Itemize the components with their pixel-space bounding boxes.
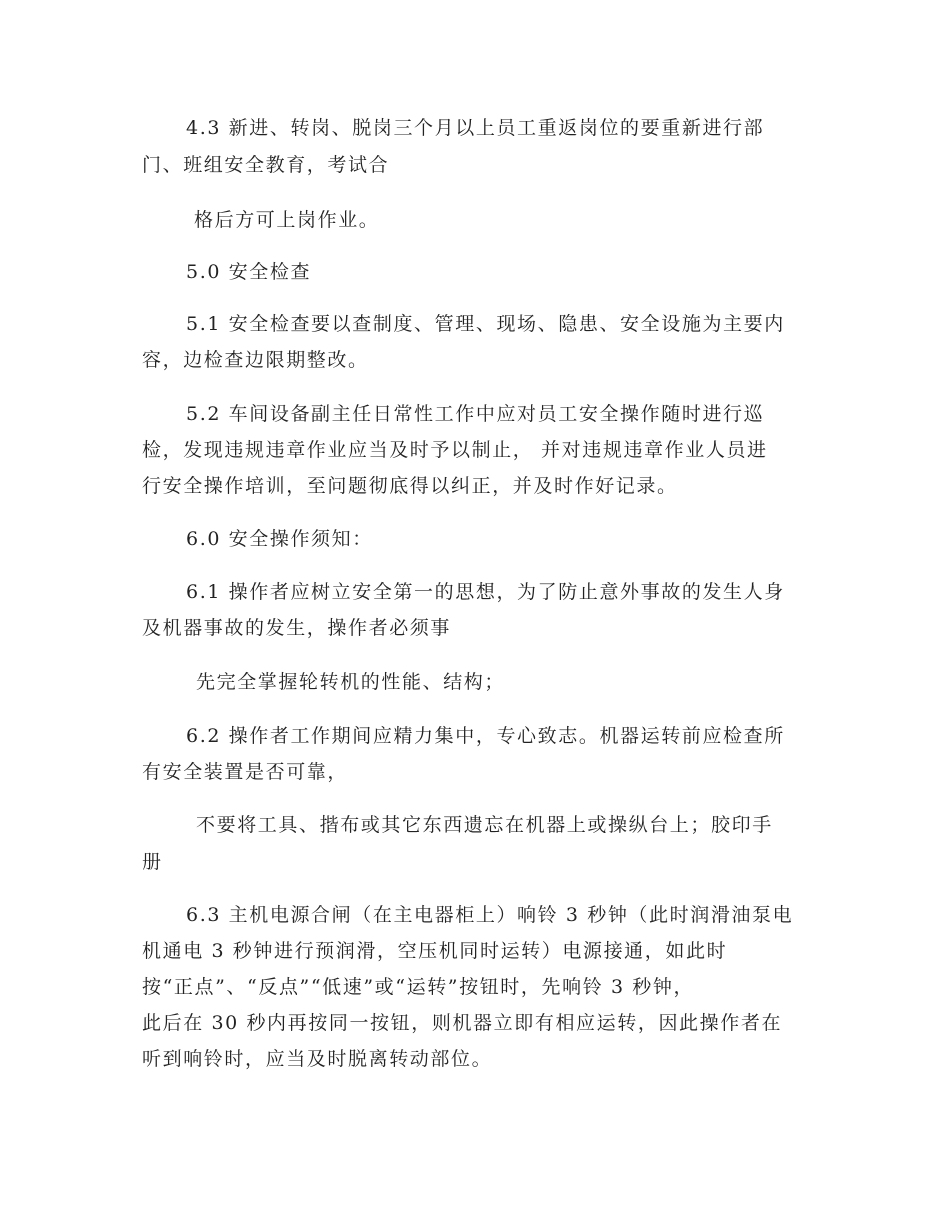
paragraph-6-1-line-1: 6.1 操作者应树立安全第一的思想，为了防止意外事故的发生人身 bbox=[186, 581, 785, 603]
paragraph-6-2-line-1: 6.2 操作者工作期间应精力集中，专心致志。机器运转前应检查所 bbox=[186, 725, 785, 747]
paragraph-5-1-line-1: 5.1 安全检查要以查制度、管理、现场、隐患、安全设施为主要内 bbox=[186, 313, 785, 335]
paragraph-4-3-line-2: 门、班组安全教育，考试合 bbox=[142, 154, 390, 176]
paragraph-5-2-line-3: 行安全操作培训，至问题彻底得以纠正，并及时作好记录。 bbox=[142, 475, 678, 497]
paragraph-6-3-line-5: 听到响铃时，应当及时脱离转动部位。 bbox=[142, 1048, 493, 1070]
paragraph-4-3-line-1: 4.3 新进、转岗、脱岗三个月以上员工重返岗位的要重新进行部 bbox=[186, 117, 765, 139]
paragraph-6-2-line-2: 有安全装置是否可靠， bbox=[142, 761, 349, 783]
paragraph-6-2-line-4: 册 bbox=[142, 851, 163, 873]
paragraph-6-1-line-3: 先完全掌握轮转机的性能、结构； bbox=[196, 671, 506, 693]
paragraph-5-2-line-2: 检，发现违规违章作业应当及时予以制止， 并对违规违章作业人员进 bbox=[142, 439, 768, 461]
paragraph-6-3-line-1: 6.3 主机电源合闸（在主电器柜上）响铃 3 秒钟（此时润滑油泵电 bbox=[186, 904, 794, 926]
section-heading-5-0: 5.0 安全检查 bbox=[186, 261, 312, 283]
paragraph-5-2-line-1: 5.2 车间设备副主任日常性工作中应对员工安全操作随时进行巡 bbox=[186, 403, 765, 425]
paragraph-6-3-line-4: 此后在 30 秒内再按同一按钮，则机器立即有相应运转，因此操作者在 bbox=[142, 1012, 783, 1034]
paragraph-5-1-line-2: 容，边检查边限期整改。 bbox=[142, 349, 369, 371]
section-heading-6-0: 6.0 安全操作须知： bbox=[186, 528, 373, 550]
paragraph-6-3-line-3: 按“正点”、“反点”“低速”或“运转”按钮时，先响铃 3 秒钟， bbox=[142, 976, 695, 998]
paragraph-6-2-line-3: 不要将工具、揩布或其它东西遗忘在机器上或操纵台上；胶印手 bbox=[196, 814, 773, 836]
paragraph-4-3-line-3: 格后方可上岗作业。 bbox=[194, 209, 380, 231]
paragraph-6-1-line-2: 及机器事故的发生，操作者必须事 bbox=[142, 617, 452, 639]
paragraph-6-3-line-2: 机通电 3 秒钟进行预润滑，空压机同时运转）电源接通，如此时 bbox=[142, 940, 728, 962]
